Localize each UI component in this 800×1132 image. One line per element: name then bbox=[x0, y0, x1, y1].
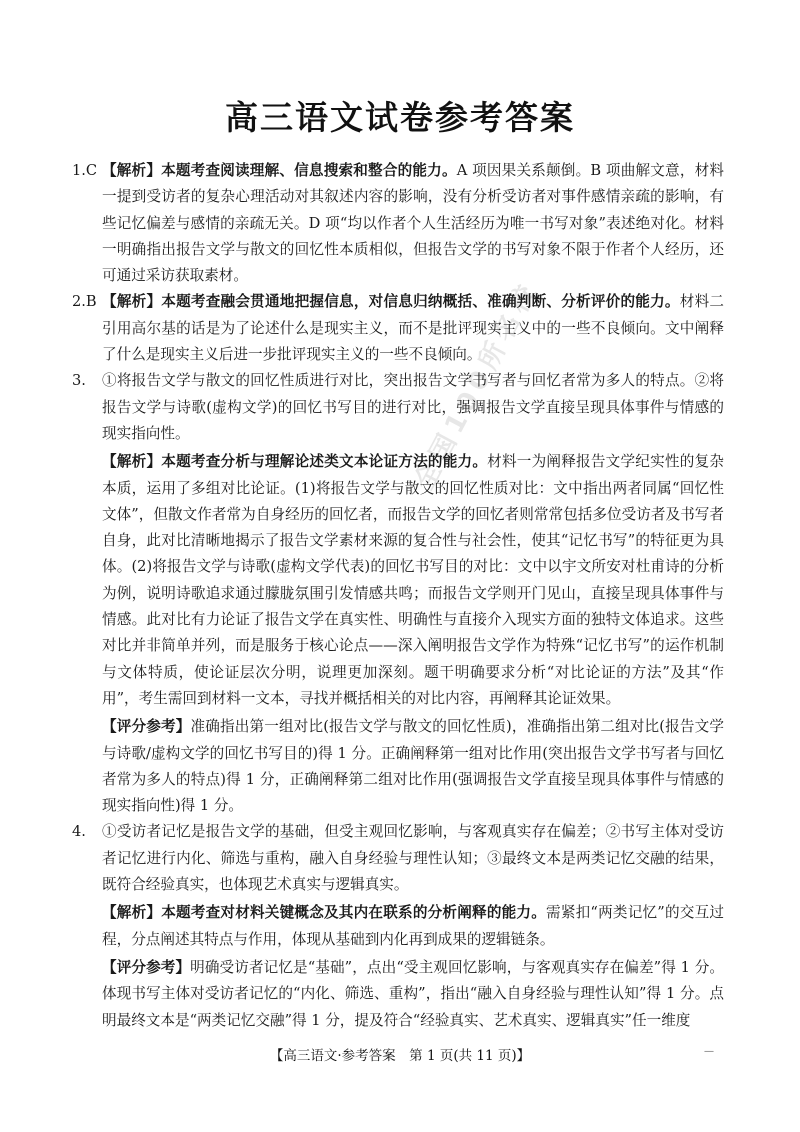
scoring-text: 明确受访者记忆是“基础”，点出“受主观回忆影响，与客观真实存在偏差”得 1 分。体现书写主体对受访者记忆的“内化、筛选、重构”，指出“融入自身经验与理性认知”得 1 分。点明最终文本是“两类记忆交融”得 1 分，提及符合“经验真实、艺术真实、逻辑真实”任一维度 bbox=[102, 958, 724, 1029]
answer-content bbox=[72, 158, 724, 1034]
analysis-focus: 本题考查分析与理解论述类文本论证方法的能力。 bbox=[161, 453, 488, 471]
analysis-tag: 【解析】 bbox=[102, 293, 162, 311]
question-number: 1.C bbox=[72, 162, 98, 179]
analysis-focus: 本题考查融会贯通地把握信息，对信息归纳概括、准确判断、分析评价的能力。 bbox=[161, 293, 680, 311]
answer-text: ①将报告文学与散文的回忆性质进行对比，突出报告文学书写者与回忆者常为多人的特点。②将报告文学与诗歌(虚构文学)的回忆书写目的进行对比，强调报告文学直接呈现具体事件与情感的现实指向性。 bbox=[102, 372, 724, 442]
analysis-paragraph bbox=[102, 449, 724, 712]
question-number: 4. bbox=[72, 823, 86, 841]
question-1 bbox=[72, 158, 724, 289]
analysis-tag: 【解析】 bbox=[102, 453, 162, 471]
question-body bbox=[102, 158, 724, 289]
scoring-paragraph bbox=[102, 955, 724, 1034]
question-body bbox=[102, 289, 724, 368]
page-footer: 【高三语文·参考答案 第 1 页(共 11 页)】 bbox=[269, 1048, 531, 1064]
page-title: 高三语文试卷参考答案 bbox=[225, 98, 575, 137]
scoring-tag: 【评分参考】 bbox=[102, 718, 191, 736]
question-2 bbox=[72, 289, 724, 368]
scoring-paragraph bbox=[102, 714, 724, 819]
analysis-text: 材料一为阐释报告文学纪实性的复杂本质，运用了多组对比论证。(1)将报告文学与散文的回忆性质对比：文中指出两者同属“回忆性文体”，但散文作者常为自身经历的回忆者，而报告文学的回忆者则常常包括多位受访者及书写者自身，此对比清晰地揭示了报告文学素材来源的复合性与社会性，使其“记忆书写”的特征更为具体。(2)将报告文学与诗歌(虚构文学代表)的回忆书写目的对比：文中以宇文所安对杜甫诗的分析为例，说明诗歌追求通过朦胧氛围引发情感共鸣；而报告文学则开门见山，直接呈现具体事件与情感。此对比有力论证了报告文学在真实性、明确性与直接介入现实方面的独特文体追求。这些对比并非简单并列，而是服务于核心论点——深入阐明报告文学作为特殊“记忆书写”的运作机制与文体特质，使论证层次分明，说理更加深刻。题干明确要求分析“对比论证的方法”及其“作用”，考生需回到材料一文本，寻找并概括相关的对比内容，再阐释其论证效果。 bbox=[102, 453, 724, 707]
analysis-focus: 本题考查阅读理解、信息搜索和整合的能力。 bbox=[161, 162, 457, 179]
scoring-tag: 【评分参考】 bbox=[102, 958, 191, 976]
analysis-text: 材料二引用高尔基的话是为了论述什么是现实主义，而不是批评现实主义中的一些不良倾向。文中阐释了什么是现实主义后进一步批评现实主义的一些不良倾向。 bbox=[102, 293, 724, 364]
analysis-text: 需紧扣“两类记忆”的交互过程，分点阐述其特点与作用，体现从基础到内化再到成果的逻辑链条。 bbox=[102, 904, 724, 948]
analysis-paragraph bbox=[102, 900, 724, 953]
watermark: 全国100所名校 bbox=[409, 275, 545, 495]
question-4 bbox=[72, 819, 724, 898]
analysis-text: A 项因果关系颠倒。B 项曲解文意，材料一提到受访者的复杂心理活动对其叙述内容的影响，没有分析受访者对事件感情亲疏的影响，有些记忆偏差与感情的亲疏无关。D 项“均以作者个人生活经历为唯一书写对象”表述绝对化。材料一明确指出报告文学与散文的回忆性本质相似，但报告文学的书写对象不限于作者个人经历，还可通过采访获取素材。 bbox=[102, 162, 724, 285]
question-3 bbox=[72, 368, 724, 447]
question-number: 3. bbox=[72, 372, 86, 390]
answer-text: ①受访者记忆是报告文学的基础，但受主观回忆影响，与客观真实存在偏差；②书写主体对受访者记忆进行内化、筛选与重构，融入自身经验与理性认知；③最终文本是两类记忆交融的结果，既符合经验真实，也体现艺术真实与逻辑真实。 bbox=[102, 823, 724, 894]
question-number: 2.B bbox=[72, 293, 97, 311]
corner-mark: — bbox=[704, 1046, 714, 1057]
analysis-tag: 【解析】 bbox=[102, 162, 162, 179]
analysis-focus: 本题考查对材料关键概念及其内在联系的分析阐释的能力。 bbox=[161, 904, 547, 922]
analysis-tag: 【解析】 bbox=[102, 904, 162, 922]
scoring-text: 准确指出第一组对比(报告文学与散文的回忆性质)，准确指出第二组对比(报告文学与诗歌/虚构文学的回忆书写目的)得 1 分。正确阐释第一组对比作用(突出报告文学书写者与回忆者常为多人的特点)得 1 分，正确阐释第二组对比作用(强调报告文学直接呈现具体事件与情感的现实指向性)得 1 分。 bbox=[102, 718, 724, 815]
